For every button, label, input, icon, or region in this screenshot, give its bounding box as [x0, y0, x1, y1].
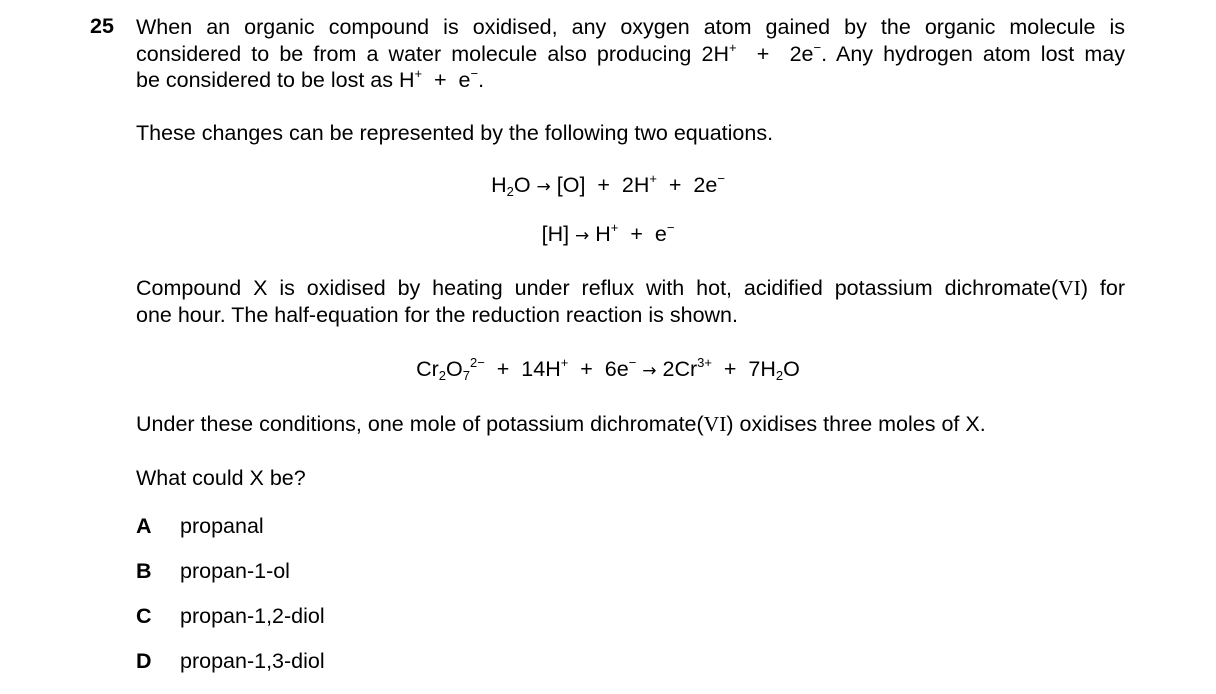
compound-x-line-2: one hour. The half-equation for the reduction reaction is shown. — [136, 302, 738, 327]
option-d[interactable] — [136, 649, 325, 674]
equations-intro: These changes can be represented by the following two equations. — [136, 121, 774, 145]
dichromate-half-equation: $Cr_2O_7^{2-} + 14H^+ + 6e^- \to 2Cr^{3+} + 7H_2O$ — [416, 355, 800, 383]
option-text: propan-1,2-diol — [180, 604, 325, 628]
option-letter: B — [136, 559, 152, 583]
equation-hydrogen: [H] → H+ + e− — [541, 220, 675, 246]
option-c[interactable] — [136, 604, 325, 629]
compound-x-paragraph — [136, 275, 1125, 328]
intro-line-3: be considered to be lost as H+ + e−. — [136, 66, 485, 92]
option-letter: C — [136, 604, 152, 628]
option-letter: D — [136, 649, 152, 673]
option-a[interactable] — [136, 514, 264, 539]
question-number: 25 — [90, 14, 114, 38]
intro-line-1: When an organic compound is oxidised, any oxygen atom gained by the organic molecule is — [136, 15, 1125, 39]
compound-x-line-1: Compound X is oxidised by heating under reflux with hot, acidified potassium dichromate(VI) for — [136, 276, 1125, 300]
option-b[interactable] — [136, 559, 290, 584]
question-prompt: What could X be? — [136, 466, 306, 490]
option-text: propan-1-ol — [180, 559, 290, 583]
option-letter: A — [136, 514, 152, 538]
option-text: propan-1,3-diol — [180, 649, 325, 673]
equation-oxygen: $H_2O \to [O] + 2H^+ + 2e^-$ — [491, 171, 725, 199]
conditions-paragraph: Under these conditions, one mole of potassium dichromate(VI) oxidises three moles of X. — [136, 412, 986, 436]
intro-paragraph — [136, 14, 1125, 94]
intro-line-2: considered to be from a water molecule also producing 2H+ + 2e−. Any hydrogen atom lost may — [136, 39, 1125, 66]
option-text: propanal — [180, 514, 264, 538]
